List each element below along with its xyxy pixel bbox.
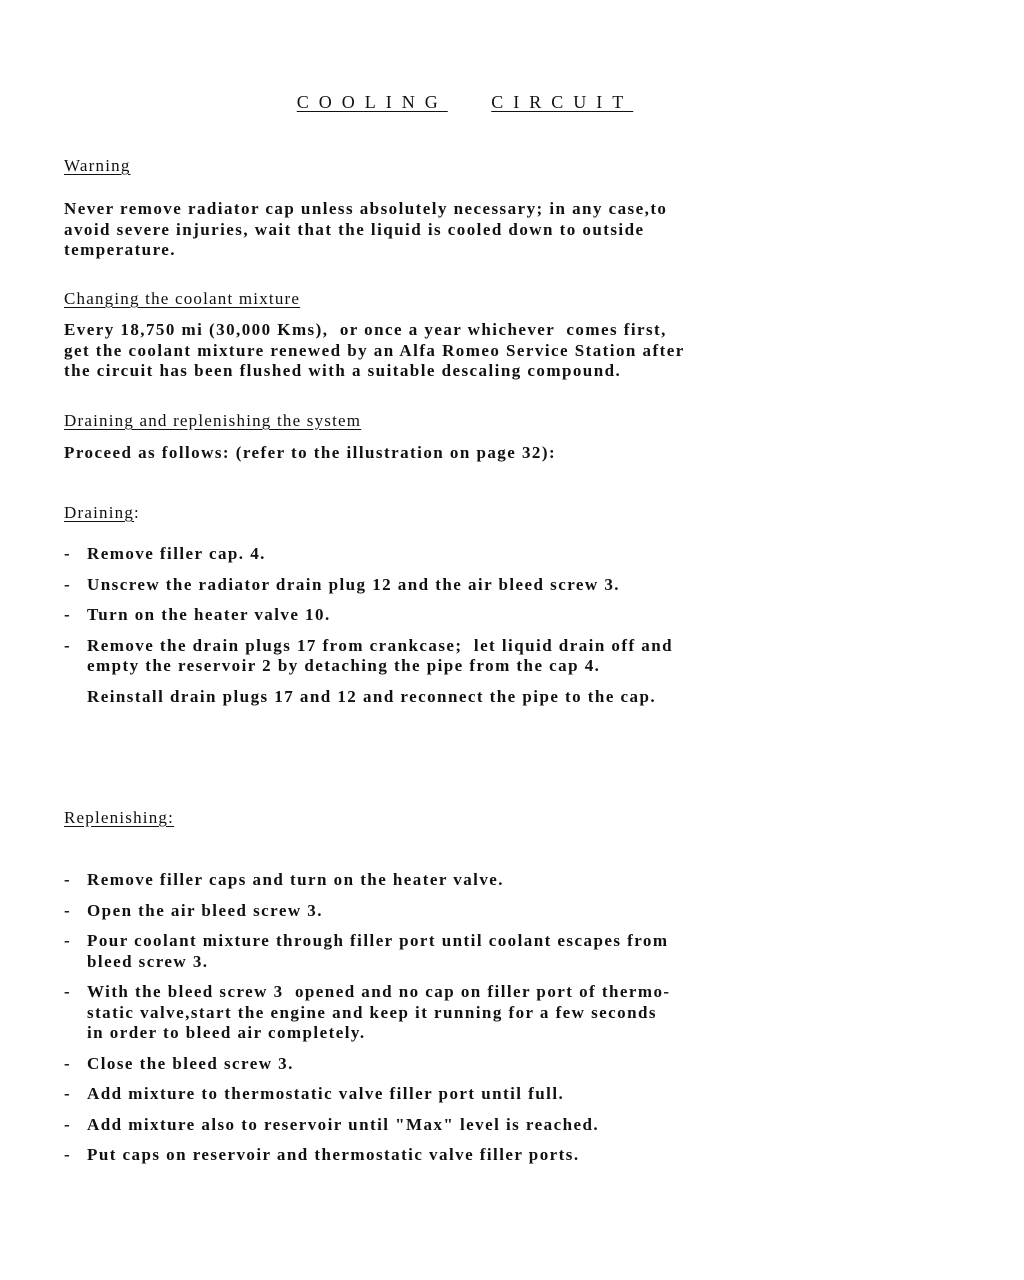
list-item: - Put caps on reservoir and thermostatic valve filler ports. [64,1145,580,1164]
page-title [0,92,930,113]
list-item: - Add mixture to thermostatic valve filler port until full. [64,1084,565,1103]
title-word-cooling: COOLING [296,92,448,112]
list-item: - Open the air bleed screw 3. [64,900,323,920]
list-item: - Remove filler cap. 4. [64,544,266,563]
list-item: - Unscrew the radiator drain plug 12 and the air bleed screw 3. [64,574,620,594]
draining-list [64,544,673,687]
list-item: - Close the bleed screw 3. [64,1053,294,1073]
draining-system-heading: Draining and replenishing the system [64,411,362,430]
changing-heading: Changing the coolant mixture [64,289,301,308]
list-item: - With the bleed screw 3 opened and no cap on filler port of thermo- static valve,start the engine and keep it running for a few seconds in order to bleed air completely. [64,982,671,1042]
list-item: - Pour coolant mixture through filler port until coolant escapes from bleed screw 3. [64,931,669,971]
title-word-circuit: CIRCUIT [491,92,634,112]
draining-system-text: Proceed as follows: (refer to the illustration on page 32): [64,443,557,462]
replenishing-heading: Replenishing: [64,808,175,827]
list-item: - Remove filler caps and turn on the heater valve. [64,870,504,889]
changing-text: Every 18,750 mi (30,000 Kms), or once a year whichever comes first, get the coolant mixture renewed by an Alfa Romeo Service Station after the circuit has been flushed with a suitable descaling compound. [64,320,685,380]
replenishing-list [64,870,671,1176]
list-item: - Add mixture also to reservoir until "Max" level is reached. [64,1114,600,1134]
draining-note: Reinstall drain plugs 17 and 12 and reconnect the pipe to the cap. [87,687,657,706]
list-item: - Remove the drain plugs 17 from crankcase; let liquid drain off and empty the reservoir 2 by detaching the pipe from the cap 4. [64,635,674,675]
draining-heading: Draining: [64,503,140,522]
warning-heading: Warning [64,156,131,175]
warning-text: Never remove radiator cap unless absolutely necessary; in any case,to avoid severe injuries, wait that the liquid is cooled down to outside temperature. [64,199,668,259]
list-item: - Turn on the heater valve 10. [64,605,331,624]
